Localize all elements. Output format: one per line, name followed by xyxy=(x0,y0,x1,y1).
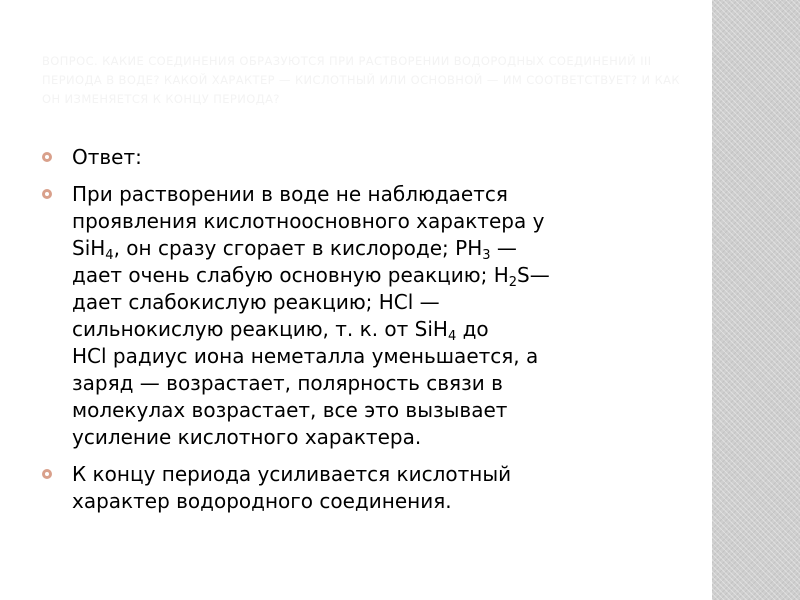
text-line: заряд — возрастает, полярность связи в xyxy=(72,371,503,395)
bullet-lines xyxy=(72,461,660,515)
subscript: 4 xyxy=(447,329,457,344)
text-line: HCl радиус иона неметалла уменьшается, а xyxy=(72,344,539,368)
decorative-side-bar xyxy=(712,0,800,600)
text-line: молекулах возрастает, все это вызывает xyxy=(72,398,508,422)
text-line: усиление кислотного характера. xyxy=(72,425,422,449)
bullet-item-conclusion xyxy=(40,461,660,515)
text-line: К концу периода усиливается кислотный xyxy=(72,462,512,486)
bullet-item-answer-label xyxy=(40,144,660,171)
subscript: 3 xyxy=(482,248,491,263)
text-line: сильнокислую реакцию, т. к. от SiH$_4$ до xyxy=(72,317,489,344)
bullet-ring-icon xyxy=(42,469,52,479)
subscript: 4 xyxy=(105,248,114,263)
text-line: SiH$_4$, он сразу сгорает в кислороде; $PH_3$ — xyxy=(72,236,517,263)
bullet-ring-icon xyxy=(42,189,52,199)
slide-title: ВОПРОС. КАКИЕ СОЕДИНЕНИЯ ОБРАЗУЮТСЯ ПРИ РАСТВОРЕНИИ ВОДОРОДНЫХ СОЕДИНЕНИЙ III ПЕРИОДА В ВОДЕ? КАКОЙ ХАРАКТЕР — КИСЛОТНЫЙ ИЛИ ОСНОВНОЙ — ИМ СООТВЕТСТВУЕТ? И КАК ОН ИЗМЕНЯЕТСЯ К КОНЦУ ПЕРИОДА? xyxy=(42,54,680,106)
subscript: 2 xyxy=(508,275,518,290)
answer-bullet-list xyxy=(40,144,660,525)
bullet-item-explanation xyxy=(40,181,660,451)
text-line: При растворении в воде не наблюдается xyxy=(72,182,508,206)
text-line: дает слабокислую реакцию; HCl — xyxy=(72,290,440,314)
bullet-text: Ответ: xyxy=(72,145,142,169)
text-line: дает очень слабую основную реакцию; $H_2S—$ xyxy=(72,263,550,290)
text-line: проявления кислотноосновного характера у xyxy=(72,209,545,233)
bullet-ring-icon xyxy=(42,152,52,162)
text-line: характер водородного соединения. xyxy=(72,489,452,513)
bullet-lines xyxy=(72,181,660,451)
